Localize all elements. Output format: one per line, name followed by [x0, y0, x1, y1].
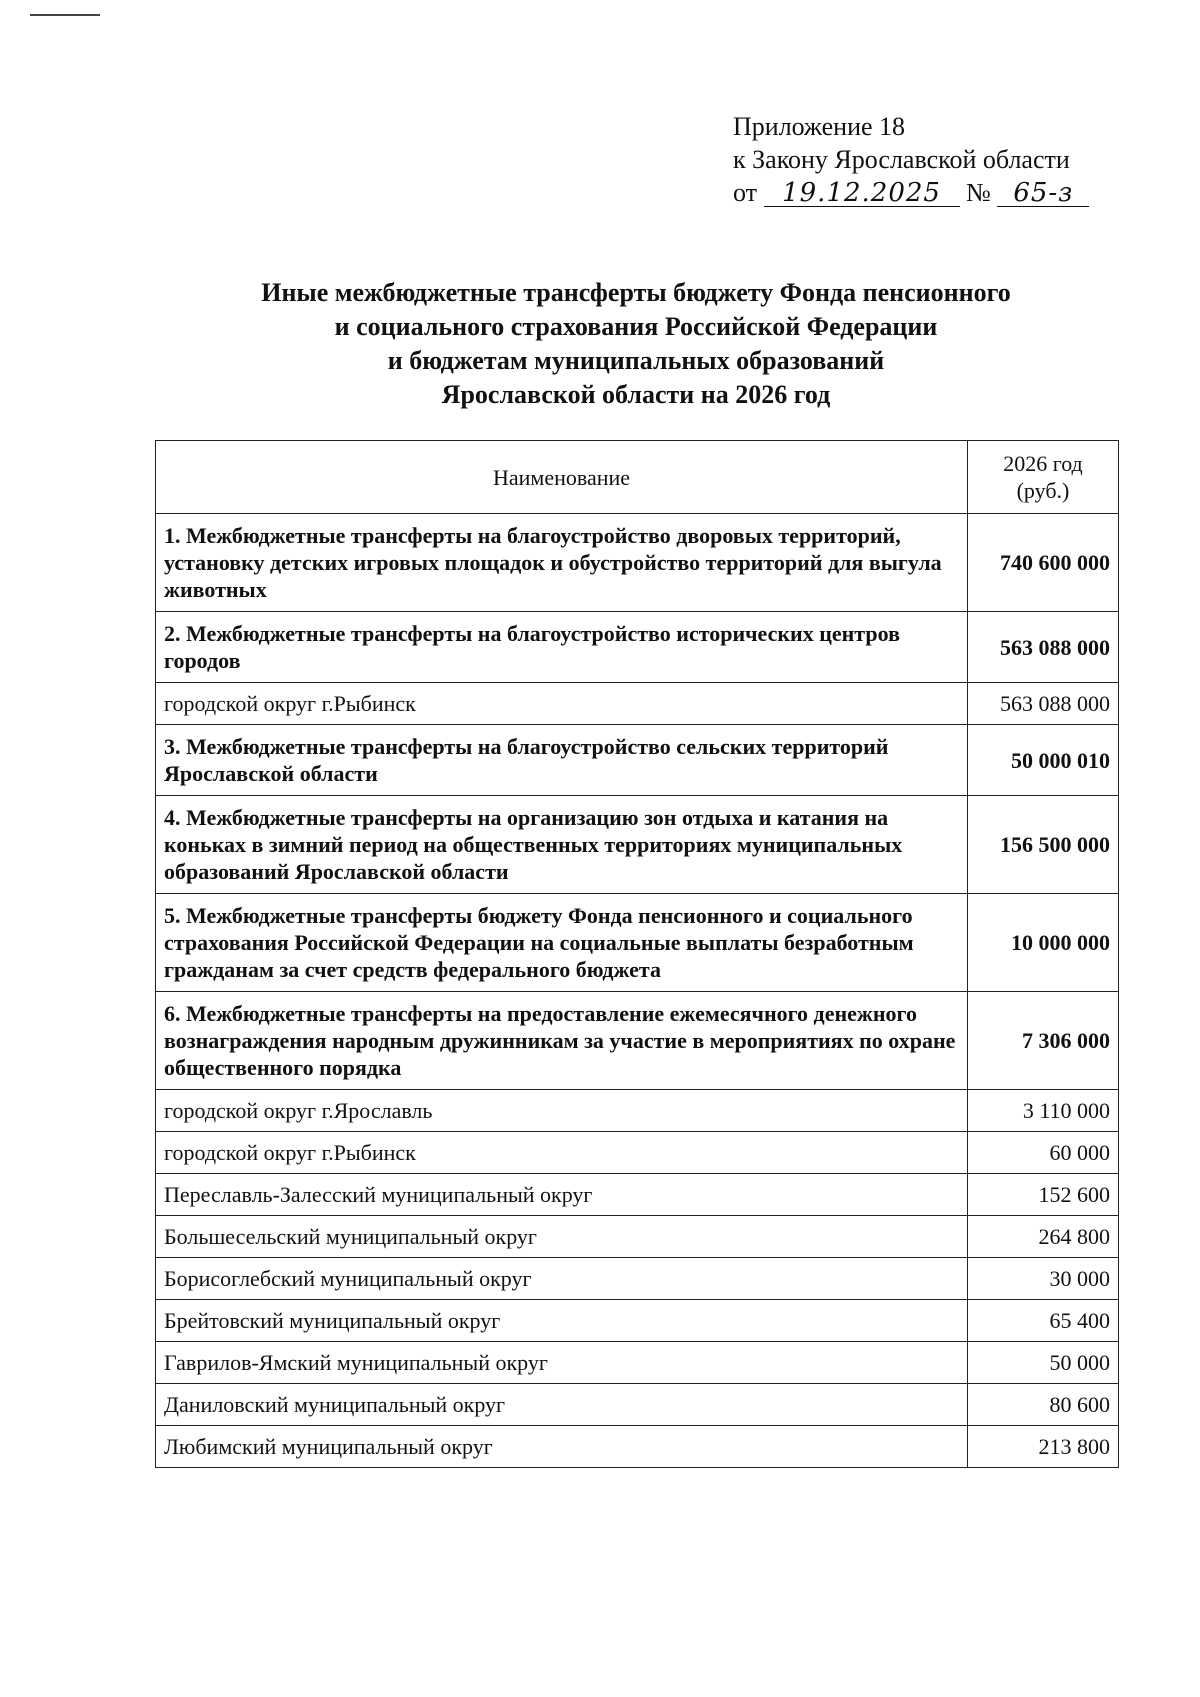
row-amount: 563 088 000	[968, 683, 1119, 725]
table-row	[156, 683, 1119, 725]
row-name: Борисоглебский муниципальный округ	[156, 1258, 968, 1300]
table-row	[156, 992, 1119, 1090]
row-name: 4. Межбюджетные трансферты на организацию зон отдыха и катания на коньках в зимний период на общественных территориях муниципальных образований Ярославской области	[156, 796, 968, 894]
row-name: Любимский муниципальный округ	[156, 1426, 968, 1468]
row-name: 6. Межбюджетные трансферты на предоставление ежемесячного денежного вознаграждения народным дружинникам за участие в мероприятиях по охране общественного порядка	[156, 992, 968, 1090]
row-amount: 156 500 000	[968, 796, 1119, 894]
table-row	[156, 1132, 1119, 1174]
row-name: городской округ г.Рыбинск	[156, 683, 968, 725]
row-amount: 563 088 000	[968, 612, 1119, 683]
header-unit-label: (руб.)	[1016, 478, 1070, 503]
table-row	[156, 894, 1119, 992]
title-line-3: и бюджетам муниципальных образований	[387, 346, 885, 375]
row-amount: 152 600	[968, 1174, 1119, 1216]
row-amount: 213 800	[968, 1426, 1119, 1468]
table-row	[156, 612, 1119, 683]
row-amount: 264 800	[968, 1216, 1119, 1258]
table-row	[156, 1300, 1119, 1342]
header-name: Наименование	[156, 441, 968, 514]
table-row	[156, 796, 1119, 894]
row-amount: 60 000	[968, 1132, 1119, 1174]
row-amount: 80 600	[968, 1384, 1119, 1426]
row-name: Гаврилов-Ямский муниципальный округ	[156, 1342, 968, 1384]
row-amount: 7 306 000	[968, 992, 1119, 1090]
row-name: 1. Межбюджетные трансферты на благоустройство дворовых территорий, установку детских игровых площадок и обустройство территорий для выгула животных	[156, 514, 968, 612]
handwritten-number: 65-з	[997, 180, 1089, 207]
row-name: Переславль-Залесский муниципальный округ	[156, 1174, 968, 1216]
table-row	[156, 514, 1119, 612]
table-row	[156, 1216, 1119, 1258]
table-row	[156, 1426, 1119, 1468]
table-header-row	[156, 441, 1119, 514]
row-name: Брейтовский муниципальный округ	[156, 1300, 968, 1342]
header-year-label: 2026 год	[1003, 451, 1083, 476]
row-amount: 65 400	[968, 1300, 1119, 1342]
table-row	[156, 725, 1119, 796]
row-amount: 3 110 000	[968, 1090, 1119, 1132]
row-name: 3. Межбюджетные трансферты на благоустройство сельских территорий Ярославской области	[156, 725, 968, 796]
row-amount: 10 000 000	[968, 894, 1119, 992]
row-name: городской округ г.Ярославль	[156, 1090, 968, 1132]
row-name: Даниловский муниципальный округ	[156, 1384, 968, 1426]
row-name: 2. Межбюджетные трансферты на благоустройство исторических центров городов	[156, 612, 968, 683]
transfers-table	[155, 440, 1119, 1468]
row-amount: 50 000	[968, 1342, 1119, 1384]
number-label: №	[966, 178, 991, 207]
corner-mark	[30, 14, 100, 16]
annex-law: к Закону Ярославской области	[733, 145, 1070, 174]
row-name: 5. Межбюджетные трансферты бюджету Фонда пенсионного и социального страхования Российской Федерации на социальные выплаты безработным гражданам за счет средств федерального бюджета	[156, 894, 968, 992]
annex-block	[733, 110, 1089, 209]
table-row	[156, 1174, 1119, 1216]
table-row	[156, 1258, 1119, 1300]
header-year	[968, 441, 1119, 514]
table-row	[156, 1342, 1119, 1384]
handwritten-date: 19.12.2025	[764, 180, 960, 207]
title-line-2: и социального страхования Российской Федерации	[334, 312, 938, 341]
document-title	[150, 276, 1122, 412]
annex-number: Приложение 18	[733, 112, 906, 141]
row-name: городской округ г.Рыбинск	[156, 1132, 968, 1174]
row-amount: 740 600 000	[968, 514, 1119, 612]
title-line-4: Ярославской области на 2026 год	[441, 380, 831, 409]
table-row	[156, 1384, 1119, 1426]
table-row	[156, 1090, 1119, 1132]
row-amount: 50 000 010	[968, 725, 1119, 796]
title-line-1: Иные межбюджетные трансферты бюджету Фонда пенсионного	[261, 278, 1011, 307]
row-amount: 30 000	[968, 1258, 1119, 1300]
from-label: от	[733, 178, 758, 207]
row-name: Большесельский муниципальный округ	[156, 1216, 968, 1258]
annex-date-line	[733, 176, 1089, 209]
